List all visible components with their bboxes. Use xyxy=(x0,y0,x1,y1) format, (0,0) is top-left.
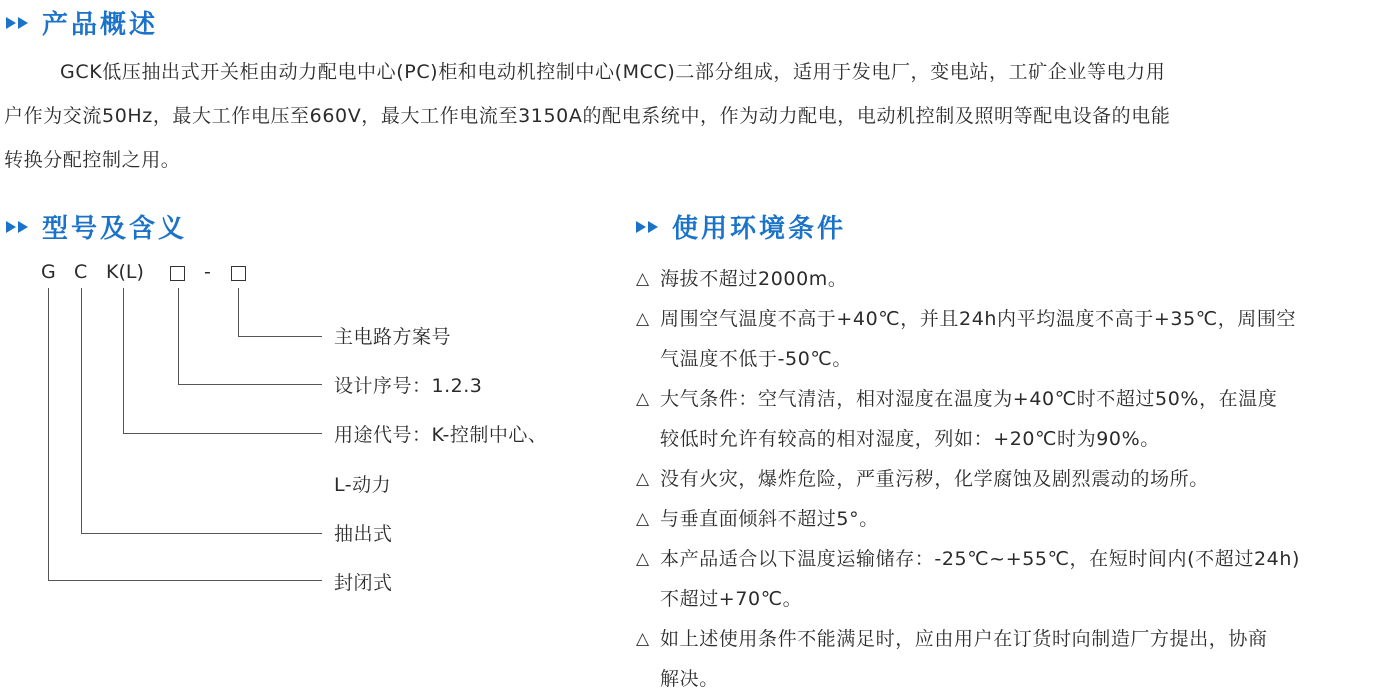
condition-text-cont: 不超过+70℃。 xyxy=(660,588,803,610)
condition-text: 大气条件：空气清洁，相对湿度在温度为+40℃时不超过50%，在温度 xyxy=(660,388,1278,410)
overview-line-1: GCK低压抽出式开关柜由动力配电中心(PC)柜和电动机控制中心(MCC)二部分组成，适用于发电厂，变电站，工矿企业等电力用 xyxy=(60,61,1166,83)
connector-line xyxy=(178,288,179,384)
connector-line xyxy=(81,533,322,534)
condition-item xyxy=(636,259,1396,299)
condition-item xyxy=(636,539,1396,619)
connector-line xyxy=(123,433,322,434)
triangle-bullet-icon: △ xyxy=(636,389,650,409)
connector-line xyxy=(48,288,49,580)
condition-text: 没有火灾，爆炸危险，严重污秽，化学腐蚀及剧烈震动的场所。 xyxy=(660,468,1209,490)
double-arrow-icon xyxy=(6,17,30,29)
connector-line xyxy=(238,336,322,337)
condition-text: 与垂直面倾斜不超过5°。 xyxy=(660,508,879,530)
code-box-design xyxy=(170,266,185,281)
label-enclosed: 封闭式 xyxy=(334,572,393,594)
code-letter-c: C xyxy=(74,261,88,283)
triangle-bullet-icon: △ xyxy=(636,269,650,289)
label-main-circuit: 主电路方案号 xyxy=(334,326,452,348)
code-box-main-circuit xyxy=(231,266,246,281)
connector-line xyxy=(48,580,322,581)
condition-item xyxy=(636,459,1396,499)
triangle-bullet-icon: △ xyxy=(636,509,650,529)
code-letter-g: G xyxy=(41,261,56,283)
connector-line xyxy=(178,384,322,385)
triangle-bullet-icon: △ xyxy=(636,309,650,329)
double-arrow-icon xyxy=(636,221,660,233)
model-title: 型号及含义 xyxy=(42,214,188,244)
triangle-bullet-icon: △ xyxy=(636,469,650,489)
overview-title: 产品概述 xyxy=(42,10,159,40)
code-dash: - xyxy=(204,261,211,283)
code-letter-kl: K(L) xyxy=(106,261,144,283)
connector-line xyxy=(81,288,82,533)
condition-text: 本产品适合以下温度运输储存：-25℃~+55℃，在短时间内(不超过24h) xyxy=(660,548,1300,570)
condition-text: 如上述使用条件不能满足时，应由用户在订货时向制造厂方提出，协商 xyxy=(660,628,1268,650)
condition-text-cont: 解决。 xyxy=(660,668,719,690)
condition-item xyxy=(636,379,1396,459)
conditions-list xyxy=(636,259,1396,699)
overview-line-2: 户作为交流50Hz，最大工作电压至660V，最大工作电流至3150A的配电系统中，作为动力配电，电动机控制及照明等配电设备的电能 xyxy=(4,105,1171,127)
section-heading-environment xyxy=(636,208,846,245)
triangle-bullet-icon: △ xyxy=(636,629,650,649)
condition-text-cont: 气温度不低于-50℃。 xyxy=(660,348,852,370)
condition-item xyxy=(636,299,1396,379)
double-arrow-icon xyxy=(6,221,30,233)
label-usage-power: L-动力 xyxy=(334,474,392,496)
label-design-seq: 设计序号：1.2.3 xyxy=(334,375,483,397)
connector-line xyxy=(238,288,239,336)
section-heading-overview xyxy=(6,4,158,41)
condition-item xyxy=(636,499,1396,539)
condition-text-cont: 较低时允许有较高的相对湿度，列如：+20℃时为90%。 xyxy=(660,428,1160,450)
connector-line xyxy=(123,288,124,433)
label-drawout: 抽出式 xyxy=(334,523,393,545)
overview-paragraph xyxy=(4,50,1396,182)
environment-title: 使用环境条件 xyxy=(672,214,847,244)
section-heading-model xyxy=(6,208,187,245)
triangle-bullet-icon: △ xyxy=(636,549,650,569)
condition-text: 周围空气温度不高于+40℃，并且24h内平均温度不高于+35℃，周围空 xyxy=(660,308,1297,330)
condition-item xyxy=(636,619,1396,699)
overview-line-3: 转换分配控制之用。 xyxy=(4,149,181,171)
label-usage-code: 用途代号：K-控制中心、 xyxy=(334,424,548,446)
condition-text: 海拔不超过2000m。 xyxy=(660,268,848,290)
